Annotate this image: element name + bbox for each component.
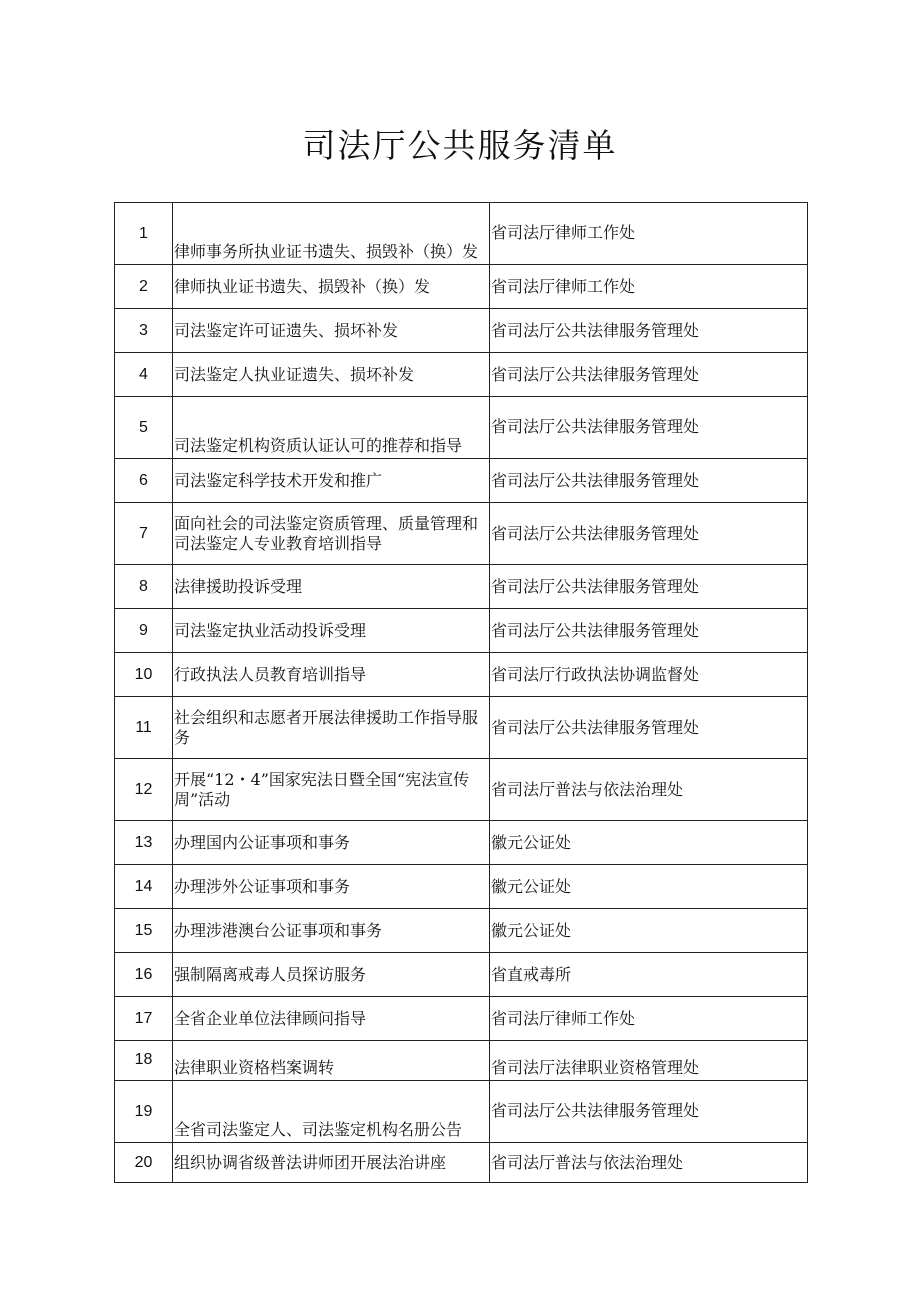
table-row [115,997,808,1041]
row-number: 1 [115,203,173,265]
responsible-dept: 省司法厅律师工作处 [490,265,808,309]
row-number: 2 [115,265,173,309]
service-item: 办理涉港澳台公证事项和事务 [173,909,490,953]
service-item: 面向社会的司法鉴定资质管理、质量管理和司法鉴定人专业教育培训指导 [173,503,490,565]
service-item: 开展“12・4”国家宪法日暨全国“宪法宣传周”活动 [173,759,490,821]
table-row [115,459,808,503]
table-row [115,653,808,697]
row-number: 10 [115,653,173,697]
service-item: 法律援助投诉受理 [173,565,490,609]
row-number: 3 [115,309,173,353]
table-row [115,397,808,459]
row-number: 7 [115,503,173,565]
responsible-dept: 省司法厅公共法律服务管理处 [490,503,808,565]
responsible-dept: 省直戒毒所 [490,953,808,997]
row-number: 6 [115,459,173,503]
table-row [115,697,808,759]
table-row [115,1143,808,1183]
table-row [115,565,808,609]
row-number: 15 [115,909,173,953]
responsible-dept: 省司法厅公共法律服务管理处 [490,1081,808,1143]
table-row [115,865,808,909]
row-number: 11 [115,697,173,759]
service-item: 办理涉外公证事项和事务 [173,865,490,909]
table-row [115,503,808,565]
responsible-dept: 徽元公证处 [490,865,808,909]
row-number: 18 [115,1041,173,1081]
service-item: 司法鉴定执业活动投诉受理 [173,609,490,653]
table-row [115,759,808,821]
page-title: 司法厅公共服务清单 [302,126,618,165]
responsible-dept: 省司法厅公共法律服务管理处 [490,309,808,353]
responsible-dept: 省司法厅公共法律服务管理处 [490,565,808,609]
row-number: 4 [115,353,173,397]
responsible-dept: 省司法厅公共法律服务管理处 [490,397,808,459]
table-row [115,821,808,865]
responsible-dept: 省司法厅行政执法协调监督处 [490,653,808,697]
service-item: 法律职业资格档案调转 [173,1041,490,1081]
service-item: 司法鉴定科学技术开发和推广 [173,459,490,503]
responsible-dept: 徽元公证处 [490,821,808,865]
service-item: 司法鉴定机构资质认证认可的推荐和指导 [173,397,490,459]
table-row [115,203,808,265]
service-item: 律师执业证书遗失、损毁补（换）发 [173,265,490,309]
row-number: 19 [115,1081,173,1143]
responsible-dept: 省司法厅公共法律服务管理处 [490,459,808,503]
table-row [115,1081,808,1143]
table-row [115,309,808,353]
responsible-dept: 省司法厅公共法律服务管理处 [490,353,808,397]
table-row [115,953,808,997]
row-number: 20 [115,1143,173,1183]
responsible-dept: 省司法厅法律职业资格管理处 [490,1041,808,1081]
row-number: 13 [115,821,173,865]
row-number: 8 [115,565,173,609]
table-row [115,265,808,309]
service-item: 司法鉴定人执业证遗失、损坏补发 [173,353,490,397]
service-list-table [114,202,808,1183]
responsible-dept: 省司法厅普法与依法治理处 [490,1143,808,1183]
table-row [115,353,808,397]
row-number: 17 [115,997,173,1041]
row-number: 16 [115,953,173,997]
responsible-dept: 省司法厅律师工作处 [490,203,808,265]
service-item: 强制隔离戒毒人员探访服务 [173,953,490,997]
table-row [115,609,808,653]
row-number: 5 [115,397,173,459]
responsible-dept: 徽元公证处 [490,909,808,953]
service-item: 全省司法鉴定人、司法鉴定机构名册公告 [173,1081,490,1143]
row-number: 14 [115,865,173,909]
service-item: 全省企业单位法律顾问指导 [173,997,490,1041]
table-row [115,1041,808,1081]
row-number: 9 [115,609,173,653]
service-item: 社会组织和志愿者开展法律援助工作指导服务 [173,697,490,759]
service-item: 组织协调省级普法讲师团开展法治讲座 [173,1143,490,1183]
responsible-dept: 省司法厅公共法律服务管理处 [490,697,808,759]
responsible-dept: 省司法厅公共法律服务管理处 [490,609,808,653]
table-row [115,909,808,953]
responsible-dept: 省司法厅律师工作处 [490,997,808,1041]
responsible-dept: 省司法厅普法与依法治理处 [490,759,808,821]
service-item: 司法鉴定许可证遗失、损坏补发 [173,309,490,353]
row-number: 12 [115,759,173,821]
service-item: 办理国内公证事项和事务 [173,821,490,865]
service-item: 律师事务所执业证书遗失、损毁补（换）发 [173,203,490,265]
service-item: 行政执法人员教育培训指导 [173,653,490,697]
